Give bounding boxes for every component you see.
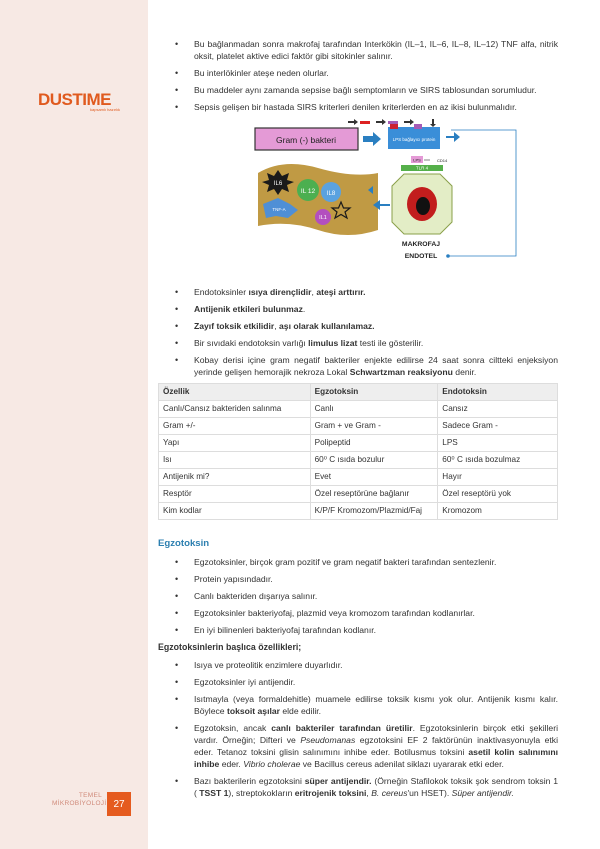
comparison-table xyxy=(158,383,558,520)
dustime-logo xyxy=(38,90,128,114)
list-item: • Egzotoksinler bakteriyofaj, plazmid veya kromozom tarafından kodlanırlar. xyxy=(158,607,558,619)
svg-text:IL1: IL1 xyxy=(319,215,327,221)
list-item: • Bu maddeler aynı zamanda sepsise bağlı semptomların ve SIRS tablosundan sorumludur. xyxy=(158,84,558,96)
table-header-row xyxy=(159,384,558,401)
gram-negative-label: Gram (-) bakteri xyxy=(276,135,336,145)
section-title: Egzotoksin xyxy=(158,538,210,549)
table-row: Antijenik mi? Evet Hayır xyxy=(159,469,558,486)
sepsis-diagram xyxy=(158,118,558,268)
list-item: • Sepsis gelişen bir hastada SIRS kriterleri denilen kriterlerden en az ikisi bulunmalıdır. xyxy=(158,101,558,113)
page-number: 27 xyxy=(107,792,131,816)
list-item: • Isıya ve proteolitik enzimlere duyarlıdır. xyxy=(158,659,558,671)
table-row: Resptör Özel reseptörüne bağlanır Özel reseptörü yok xyxy=(159,486,558,503)
list-item: • Canlı bakteriden dışarıya salınır. xyxy=(158,590,558,602)
subsection-title: Egzotoksinlerin başlıca özellikleri; xyxy=(158,642,302,652)
top-bullet-list xyxy=(158,38,558,113)
list-item: • Bu interlökinler ateşe neden olurlar. xyxy=(158,67,558,79)
footer-section-label: TEMEL MİKROBİYOLOJİ xyxy=(52,792,107,807)
svg-text:LPS: LPS xyxy=(413,157,421,163)
column-header: Egzotoksin xyxy=(310,384,438,401)
table-row: Isı 60⁰ C ısıda bozulur 60⁰ C ısıda bozulmaz xyxy=(159,452,558,469)
list-item: • Antijenik etkileri bulunmaz. xyxy=(158,303,558,315)
list-item: • Protein yapısındadır. xyxy=(158,573,558,585)
svg-text:IL 12: IL 12 xyxy=(300,188,316,195)
svg-text:TNF-A: TNF-A xyxy=(272,207,286,212)
list-item: • Bu bağlanmadan sonra makrofaj tarafından Interkökin (IL–1, IL–6, IL–8, IL–12) TNF alfa, nitrik oksit, platelet aktive edici faktör gibi sitokinler salınır. xyxy=(158,38,558,62)
list-item: • Zayıf toksik etkilidir, aşı olarak kullanılamaz. xyxy=(158,320,558,332)
table-row: Kim kodlar K/P/F Kromozom/Plazmid/Faj Kromozom xyxy=(159,503,558,520)
table-row: Canlı/Cansız bakteriden salınma Canlı Cansız xyxy=(159,401,558,418)
list-item: • Egzotoksinler iyi antijendir. xyxy=(158,676,558,688)
lps-protein-label: LPS bağlayıcı protein xyxy=(392,137,436,142)
table-row: Yapı Polipeptid LPS xyxy=(159,435,558,452)
endotel-label: ENDOTEL xyxy=(404,253,438,260)
left-sidebar xyxy=(0,0,148,849)
properties-bullet-list xyxy=(158,659,558,799)
list-item: • Bir sıvıdaki endotoksin varlığı limulus lizat testi ile gösterilir. xyxy=(158,337,558,349)
arrow-right-icon xyxy=(363,132,381,146)
list-item: • Egzotoksin, ancak canlı bakteriler tarafından üretilir. Egzotoksinlerin birçok etki şekilleri vardır. Örneğin; Difteri ve Pseudomanas egzotoksini EF 2 faktörünün inaktivasyonuyla etki eder. Tetanoz toksini glisin salınımını inhibe eder. Botilusmus toksini asetil kolin salınımını inhibe eder. Vibrio cholerae ve Bacillus cereus adenilat siklazı uyararak etki eder. xyxy=(158,722,558,770)
list-item: • Bazı bakterilerin egzotoksini süper antijendir. (Örneğin Stafilokok toksik şok sendrom toksin 1 ( TSST 1), streptokokların eritrojenik toksini, B. cereus'un HSET). Süper antijendir. xyxy=(158,775,558,799)
column-header: Endotoksin xyxy=(438,384,558,401)
list-item: • Kobay derisi içine gram negatif bakteriler enjekte edilirse 24 saat sonra ciltteki enjeksiyon yerinde gelişen hemorajik nekroza Lokal Schwartzman reaksiyonu denir. xyxy=(158,354,558,378)
endotoxin-bullet-list xyxy=(158,286,558,378)
logo-text: DUSTIME xyxy=(38,90,111,109)
exotoxin-bullet-list xyxy=(158,556,558,636)
svg-text:IL8: IL8 xyxy=(326,191,336,197)
main-content xyxy=(158,38,558,804)
logo-subtitle: kapsamlı hazırlık xyxy=(90,107,121,112)
svg-text:CD14: CD14 xyxy=(437,158,448,163)
diagram-svg xyxy=(158,118,558,268)
list-item: • En iyi bilinenleri bakteriyofaj tarafından kodlanır. xyxy=(158,624,558,636)
svg-text:TLR 4: TLR 4 xyxy=(415,165,429,171)
list-item: • Endotoksinler ısıya dirençlidir, ateşi arttırır. xyxy=(158,286,558,298)
svg-text:IL6: IL6 xyxy=(273,181,283,187)
column-header: Özellik xyxy=(159,384,311,401)
list-item: • Isıtmayla (veya formaldehitle) muamele edilirse toksik kısmı yok olur. Antijenik kısmı kalır. Böylece toksoit aşılar elde edilir. xyxy=(158,693,558,717)
makrofaj-label: MAKROFAJ xyxy=(401,241,441,248)
list-item: • Egzotoksinler, birçok gram pozitif ve gram negatif bakteri tarafından sentezlenir. xyxy=(158,556,558,568)
table-row: Gram +/- Gram + ve Gram - Sadece Gram - xyxy=(159,418,558,435)
